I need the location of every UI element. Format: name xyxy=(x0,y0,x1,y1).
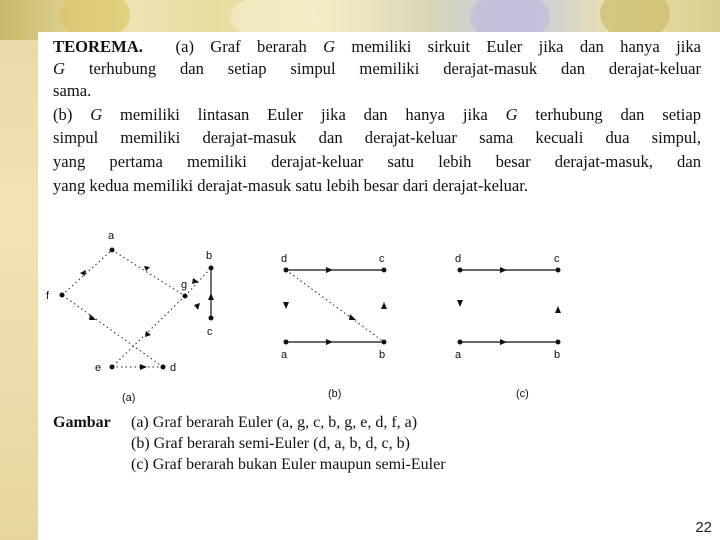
vertex-label-d: d xyxy=(455,253,462,265)
arrow-c-b xyxy=(208,293,214,300)
vertex-b xyxy=(209,266,214,271)
vertex-d xyxy=(284,268,289,273)
arrow-b-c xyxy=(555,306,561,313)
vertex-d xyxy=(161,365,166,370)
arrow-d-c xyxy=(326,267,333,273)
vertex-g xyxy=(183,294,188,299)
edge-f-a xyxy=(62,250,112,295)
caption-line-b: (b) Graf berarah semi-Euler (d, a, b, d, c, b) xyxy=(131,435,410,452)
graph-caption-a: (a) xyxy=(122,392,136,404)
vertex-label-a: a xyxy=(281,349,288,361)
vertex-label-c: c xyxy=(554,253,560,265)
graph-a xyxy=(46,230,214,404)
vertex-a xyxy=(110,248,115,253)
arrow-c-b xyxy=(381,302,387,309)
vertex-label-b: b xyxy=(206,250,213,262)
theorem-line-2: G terhubung dan setiap simpul memiliki derajat-masuk dan derajat-keluar xyxy=(53,59,701,78)
edge-d-b xyxy=(286,270,384,342)
caption-line-a: (a) Graf berarah Euler (a, g, c, b, g, e, d, f, a) xyxy=(131,414,418,431)
theorem-line-3: sama. xyxy=(53,81,92,100)
theorem-line-5: simpul memiliki derajat-masuk dan derajat-keluar sama kecuali dua simpul, xyxy=(53,128,701,147)
vertex-label-b: b xyxy=(554,349,561,361)
arrow-b-g xyxy=(192,278,199,284)
graph-caption-c: (c) xyxy=(516,388,529,400)
vertex-label-d: d xyxy=(170,362,177,374)
arrow-e-d xyxy=(140,364,147,370)
vertex-b xyxy=(556,340,561,345)
arrow-d-f xyxy=(89,314,96,320)
page-number: 22 xyxy=(695,519,712,536)
vertex-label-c: c xyxy=(207,326,213,338)
vertex-label-f: f xyxy=(46,290,50,302)
vertex-c xyxy=(556,268,561,273)
graph-b xyxy=(281,253,387,400)
vertex-a xyxy=(458,340,463,345)
caption-line-c: (c) Graf berarah bukan Euler maupun semi-Euler xyxy=(131,456,446,473)
theorem-line-7: yang kedua memiliki derajat-masuk satu lebih besar dari derajat-keluar. xyxy=(53,176,529,195)
arrow-d-b xyxy=(349,314,356,320)
arrow-a-b xyxy=(326,339,333,345)
edge-d-f xyxy=(62,295,163,367)
vertex-label-e: e xyxy=(95,362,102,374)
edge-g-e xyxy=(112,296,185,367)
theorem-line-1: TEOREMA. (a) Graf berarah G memiliki sirkuit Euler jika dan hanya jika xyxy=(53,37,701,56)
arrow-g-c xyxy=(194,303,200,310)
figure-caption xyxy=(53,412,446,475)
arrow-d-c xyxy=(500,267,507,273)
vertex-label-a: a xyxy=(108,230,115,242)
vertex-b xyxy=(382,340,387,345)
vertex-label-a: a xyxy=(455,349,462,361)
arrow-a-b xyxy=(500,339,507,345)
vertex-label-g: g xyxy=(181,279,188,291)
arrow-f-a xyxy=(80,270,86,276)
theorem-line-6: yang pertama memiliki derajat-keluar satu lebih besar derajat-masuk, dan xyxy=(53,152,701,171)
graph-c xyxy=(455,253,561,400)
vertex-label-c: c xyxy=(379,253,385,265)
vertex-label-b: b xyxy=(379,349,386,361)
vertex-e xyxy=(110,365,115,370)
vertex-c xyxy=(209,316,214,321)
arrow-g-e xyxy=(145,331,151,337)
vertex-a xyxy=(284,340,289,345)
edge-a-g xyxy=(112,250,188,296)
arrow-d-a xyxy=(283,302,289,309)
graph-caption-b: (b) xyxy=(328,388,342,400)
vertex-label-d: d xyxy=(281,253,288,265)
arrow-d-a xyxy=(457,300,463,307)
theorem-line-4: (b) G memiliki lintasan Euler jika dan hanya jika G terhubung dan setiap xyxy=(53,105,702,124)
caption-label: Gambar xyxy=(53,414,111,431)
vertex-f xyxy=(60,293,65,298)
vertex-d xyxy=(458,268,463,273)
vertex-c xyxy=(382,268,387,273)
arrow-a-g xyxy=(144,266,150,271)
